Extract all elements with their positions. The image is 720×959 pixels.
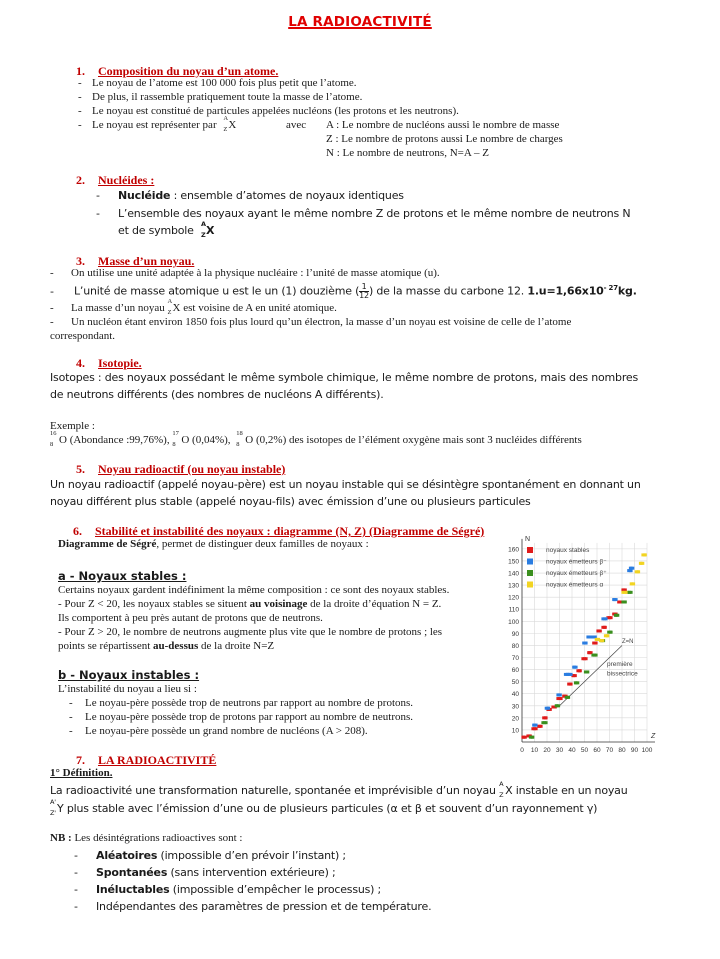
x-tick-label: 10 xyxy=(530,747,539,754)
data-point-noyaux-stables xyxy=(570,683,573,686)
data-point-noyaux-metteurs- xyxy=(587,635,590,638)
section-7-heading: 7. LA RADIOACTIVITÉ xyxy=(76,753,217,767)
chart-annotation: Z=N xyxy=(622,639,634,646)
isotope-definition-line: Isotopes : des noyaux possédant le même symbole chimique, le même nombre de protons, mais des nombres xyxy=(50,371,639,384)
section-title: Composition du noyau d’un atome. xyxy=(98,64,279,78)
legend-swatch xyxy=(527,570,533,576)
section-number: 1. xyxy=(76,64,85,78)
definition-a: A : Le nombre de nucléons aussi le nombre de masse xyxy=(326,119,560,131)
list-item: - La masse d’un noyau A Z X est voisine de A en unité atomique. xyxy=(50,298,337,316)
data-point-noyaux-metteurs- xyxy=(586,670,589,673)
data-point-noyaux-metteurs- xyxy=(567,696,570,699)
legend-label: noyaux stables xyxy=(546,547,590,554)
y-tick-label: 80 xyxy=(511,642,519,650)
data-point-noyaux-stables xyxy=(581,657,584,660)
y-tick-label: 30 xyxy=(511,703,519,711)
section-3-heading: 3. Masse d’un noyau. xyxy=(76,254,195,268)
list-item: - Le noyau est constitué de particules appelées nucléons (les protons et les neutrons). xyxy=(78,105,459,117)
data-point-noyaux-metteurs- xyxy=(566,673,569,676)
section-6-heading: 6. Stabilité et instabilité des noyaux : diagramme (N, Z) (Diagramme de Ségré) xyxy=(73,524,485,538)
data-point-noyaux-metteurs- xyxy=(615,614,618,617)
x-tick-label: 90 xyxy=(630,747,639,754)
example-label: Exemple : xyxy=(50,420,95,432)
legend-label: noyaux émetteurs β⁻ xyxy=(546,558,607,566)
y-tick-label: 150 xyxy=(508,558,519,566)
nuclide-symbol: A' Z' Y xyxy=(50,798,64,817)
y-axis-label: N xyxy=(525,535,531,543)
data-point-noyaux-metteurs- xyxy=(640,562,643,565)
subheading-definition: 1° Définition. xyxy=(50,767,113,779)
data-point-noyaux-stables xyxy=(531,727,534,730)
definition-line: A' Z' Y plus stable avec l’émission d’une ou de plusieurs particules (α et β et souvent d’un rayonnement γ) xyxy=(50,798,598,817)
data-point-noyaux-metteurs- xyxy=(621,591,624,594)
subheading-stable: a - Noyaux stables : xyxy=(58,569,187,583)
nuclide-symbol: A Z X xyxy=(499,780,513,799)
data-point-noyaux-metteurs- xyxy=(644,553,647,556)
y-tick-label: 90 xyxy=(511,630,519,638)
data-point-noyaux-metteurs- xyxy=(533,724,536,727)
page-title: LA RADIOACTIVITÉ xyxy=(288,14,432,30)
legend-swatch xyxy=(527,582,533,588)
paragraph-line: L’instabilité du noyau a lieu si : xyxy=(58,683,197,695)
x-tick-label: 80 xyxy=(618,747,626,754)
isotope-example: 16 8 O (Abondance :99,76%), 17 8 O (0,04%), 18 8 O (0,2%) des isotopes de l’élément oxygène mais sont 3 nucléides différents xyxy=(50,430,582,448)
x-tick-label: 40 xyxy=(568,747,576,754)
list-item: - L’unité de masse atomique u est le un (1) douzième ( $\frac{1}{12}$ ) de la masse du carbone 12. $1.u=1,66x10^{- 27}kg$. xyxy=(50,282,637,300)
data-point-noyaux-metteurs- xyxy=(600,639,603,642)
list-item: - Nucléide : ensemble d’atomes de noyaux identiques xyxy=(96,189,404,202)
data-point-noyaux-metteurs- xyxy=(557,693,560,696)
definition-n: N : Le nombre de neutrons, N=A – Z xyxy=(326,147,489,159)
data-point-noyaux-metteurs- xyxy=(601,617,604,620)
paragraph-line: - Pour Z > 20, le nombre de neutrons augmente plus vite que le nombre de protons ; les xyxy=(58,626,443,638)
data-point-noyaux-stables xyxy=(604,626,607,629)
data-point-noyaux-stables xyxy=(538,725,541,728)
data-point-noyaux-stables xyxy=(588,651,591,654)
nuclide-symbol: 17 8 O xyxy=(172,430,190,448)
section-5-heading: 5. Noyau radioactif (ou noyau instable) xyxy=(76,462,286,476)
data-point-noyaux-metteurs- xyxy=(624,600,627,603)
list-item: - Aléatoires (impossible d’en prévoir l’instant) ; xyxy=(74,849,346,862)
data-point-noyaux-stables xyxy=(597,629,600,632)
data-point-noyaux-metteurs- xyxy=(573,666,576,669)
data-point-noyaux-stables xyxy=(595,642,598,645)
y-tick-label: 70 xyxy=(511,655,519,663)
data-point-noyaux-stables xyxy=(545,716,548,719)
data-point-noyaux-stables xyxy=(572,674,575,677)
legend-label: noyaux émetteurs α xyxy=(546,581,604,589)
x-tick-label: 30 xyxy=(555,747,564,754)
data-point-noyaux-metteurs- xyxy=(631,582,634,585)
y-tick-label: 50 xyxy=(511,679,519,687)
paragraph-line: noyau différent plus stable (appelé noyau-fils) avec émission d’une ou plusieurs particules xyxy=(50,495,531,508)
nuclide-symbol: 18 8 O xyxy=(236,430,254,448)
paragraph-line: Ils comportent à peu près autant de protons que de neutrons. xyxy=(58,612,323,624)
list-item: - Un nucléon étant environ 1850 fois plus lourd qu’un électron, la masse d’un noyau est voisine de celle de l’atome xyxy=(50,316,572,328)
list-item: - De plus, il rassemble pratiquement toute la masse de l’atome. xyxy=(78,91,363,103)
data-point-noyaux-metteurs- xyxy=(531,736,534,739)
segre-intro: Diagramme de Ségré, permet de distinguer deux familles de noyaux : xyxy=(58,538,369,550)
y-tick-label: 10 xyxy=(511,727,519,735)
data-point-noyaux-metteurs- xyxy=(637,570,640,573)
list-item: - Spontanées (sans intervention extérieure) ; xyxy=(74,866,336,879)
data-point-noyaux-metteurs- xyxy=(610,631,613,634)
data-point-noyaux-metteurs- xyxy=(613,598,616,601)
nuclide-symbol: A Z X xyxy=(201,220,215,239)
paragraph-line: Un noyau radioactif (appelé noyau-père) est un noyau instable qui se désintègre spontanément en donnant un xyxy=(50,478,641,491)
y-tick-label: 60 xyxy=(511,667,519,675)
x-tick-label: 50 xyxy=(580,747,589,754)
list-item: - Le noyau de l’atome est 100 000 fois plus petit que l’atome. xyxy=(78,77,357,89)
fraction-one-twelfth: $\frac{1}{12}$ xyxy=(359,282,369,300)
data-point-noyaux-metteurs- xyxy=(591,654,594,657)
list-item: - Le noyau-père possède trop de protons par rapport au nombre de neutrons. xyxy=(69,711,414,723)
list-item: - Inéluctables (impossible d’empêcher le processus) ; xyxy=(74,883,382,896)
x-tick-label: 100 xyxy=(641,747,653,754)
y-tick-label: 40 xyxy=(511,691,519,699)
x-tick-label: 70 xyxy=(605,747,614,754)
y-tick-label: 20 xyxy=(511,715,519,723)
x-tick-label: 0 xyxy=(520,747,524,754)
paragraph-line: Certains noyaux gardent indéfiniment la même composition : ce sont des noyaux stables. xyxy=(58,584,450,596)
definition-line: La radioactivité une transformation naturelle, spontanée et imprévisible d’un noyau A Z X instable en un noyau xyxy=(50,780,628,799)
list-item: - Le noyau est représenter par A Z X xyxy=(78,115,237,133)
list-item: - Indépendantes des paramètres de pression et de température. xyxy=(74,900,432,913)
y-tick-label: 140 xyxy=(508,570,519,578)
y-tick-label: 110 xyxy=(508,606,519,614)
x-tick-label: 20 xyxy=(543,747,551,754)
nuclide-symbol: A Z X xyxy=(167,298,181,316)
data-point-noyaux-metteurs- xyxy=(575,681,578,684)
data-point-noyaux-metteurs- xyxy=(556,704,559,707)
section-4-heading: 4. Isotopie. xyxy=(76,356,142,370)
data-point-noyaux-metteurs- xyxy=(547,707,550,710)
paragraph-line: - Pour Z < 20, les noyaux stables se situent au voisinage de la droite d’équation N = Z. xyxy=(58,598,442,610)
x-tick-label: 60 xyxy=(593,747,601,754)
nuclide-symbol: 16 8 O xyxy=(50,430,67,448)
nb-line: NB : Les désintégrations radioactives sont : xyxy=(50,832,243,844)
subheading-unstable: b - Noyaux instables : xyxy=(58,668,200,682)
legend-swatch xyxy=(527,547,533,553)
y-tick-label: 100 xyxy=(508,618,519,626)
data-point-noyaux-metteurs- xyxy=(541,721,544,724)
y-tick-label: 120 xyxy=(508,594,519,602)
y-tick-label: 160 xyxy=(508,546,519,554)
list-item: - Le noyau-père possède trop de neutrons par rapport au nombre de protons. xyxy=(69,697,414,709)
data-point-noyaux-metteurs- xyxy=(606,634,609,637)
list-item: - Le noyau-père possède un grand nombre de nucléons (A > 208). xyxy=(69,725,368,737)
list-item: - On utilise une unité adaptée à la physique nucléaire : l’unité de masse atomique (u). xyxy=(50,267,440,279)
avec-label: avec xyxy=(286,119,307,131)
chart-annotation: bissectrice xyxy=(607,670,638,678)
isotope-definition-line: de neutrons différents (des nombres de nucléons A différents). xyxy=(50,388,384,401)
segre-chart xyxy=(490,530,670,755)
data-point-noyaux-metteurs- xyxy=(630,567,633,570)
paragraph-line: points se répartissent au-dessus de la droite N=Z xyxy=(58,640,275,652)
data-point-noyaux-stables xyxy=(522,736,525,739)
definition-z: Z : Le nombre de protons aussi Le nombre de charges xyxy=(326,133,563,145)
list-item: - L’ensemble des noyaux ayant le même nombre Z de protons et le même nombre de neutrons N xyxy=(96,207,631,220)
chart-annotation: première xyxy=(607,660,633,668)
legend-label: noyaux émetteurs β⁺ xyxy=(546,570,607,577)
y-tick-label: 130 xyxy=(508,582,519,590)
nuclide-symbol: A Z X xyxy=(223,115,237,133)
section-2-heading: 2. Nucléides : xyxy=(76,173,155,187)
x-axis-label: Z xyxy=(651,733,656,740)
data-point-noyaux-stables xyxy=(556,697,559,700)
data-point-noyaux-metteurs- xyxy=(585,642,588,645)
legend-swatch xyxy=(527,559,533,565)
data-point-noyaux-stables xyxy=(579,669,582,672)
list-item-continuation: et de symbole A Z X xyxy=(118,220,215,239)
list-item-continuation: correspondant. xyxy=(50,330,116,342)
